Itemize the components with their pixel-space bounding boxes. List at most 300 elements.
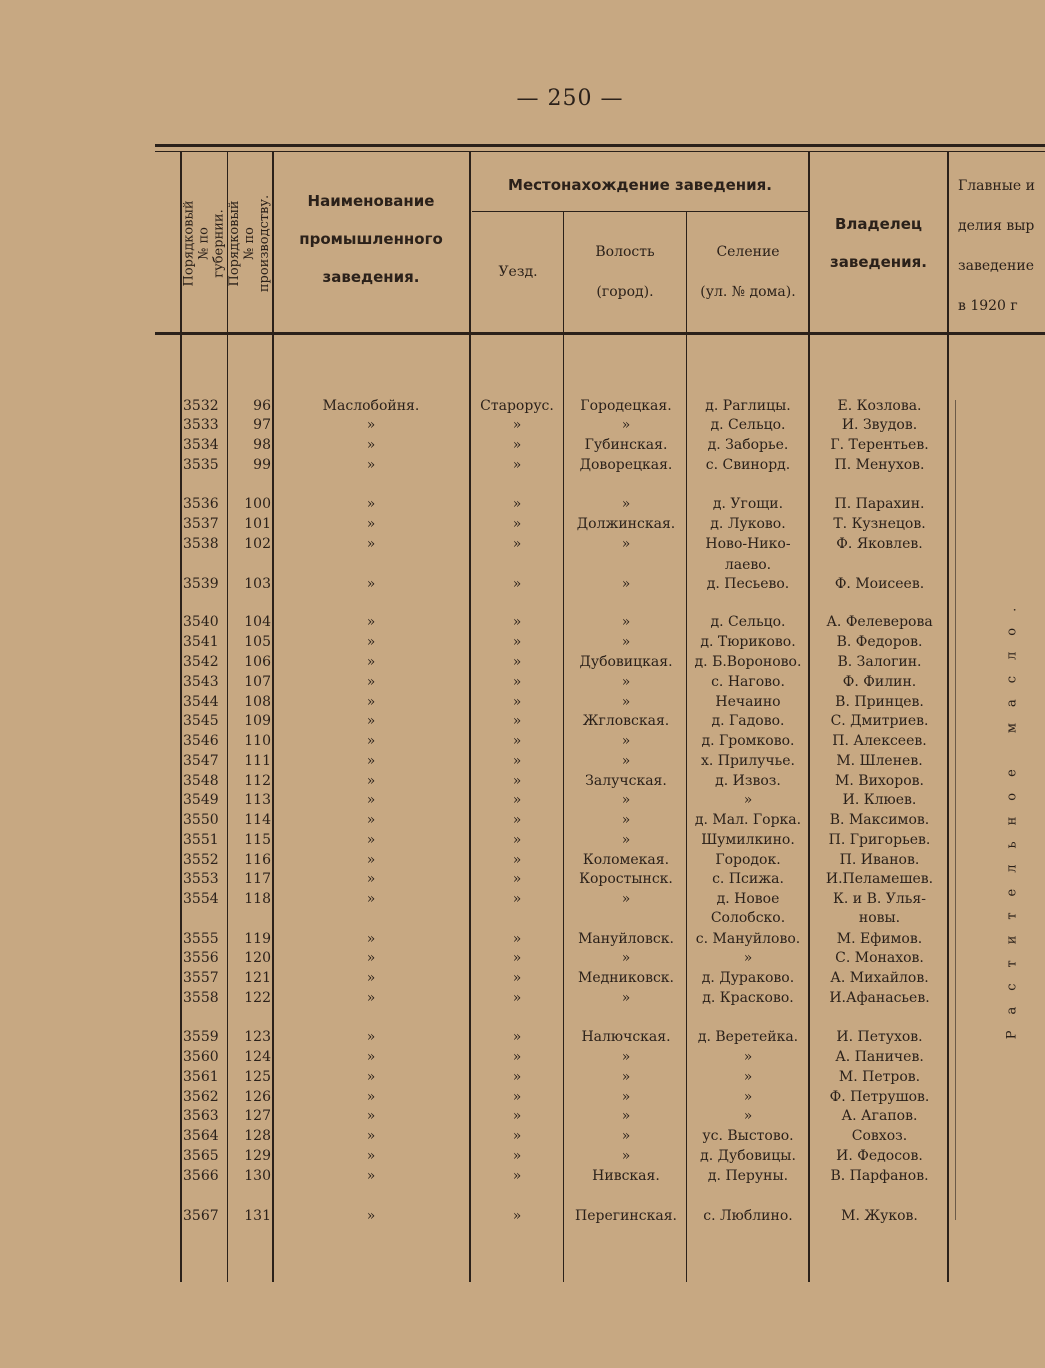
- row-number-production: 109: [244, 713, 271, 729]
- establishment-name: »: [366, 773, 376, 789]
- uezd-cell: »: [512, 891, 522, 907]
- establishment-name: »: [366, 634, 376, 650]
- row-number-production: 122: [244, 990, 271, 1006]
- owner-continuation: новы.: [858, 910, 901, 926]
- uezd-cell: »: [512, 417, 522, 433]
- establishment-name: »: [366, 950, 376, 966]
- row-number-gubernia: 3551: [183, 832, 219, 848]
- owner-cell: Ф. Моисеев.: [834, 576, 925, 592]
- selenie-cell: с. Псижа.: [712, 871, 784, 887]
- row-number-gubernia: 3557: [183, 970, 219, 986]
- establishment-name: »: [366, 654, 376, 670]
- table-row: [0, 810, 1045, 830]
- header-num-production: Порядковый № по производству.: [227, 194, 273, 292]
- volost-cell: Городецкая.: [580, 398, 672, 414]
- establishment-name: Маслобойня.: [322, 398, 420, 414]
- row-number-gubernia: 3538: [183, 536, 219, 552]
- owner-cell: Ф. Филин.: [842, 674, 917, 690]
- owner-cell: Ф. Петрушов.: [829, 1089, 930, 1105]
- establishment-name: »: [366, 970, 376, 986]
- uezd-cell: »: [512, 614, 522, 630]
- header-establishment-name: Наименование промышленного заведения.: [299, 192, 443, 286]
- table-row: [0, 1206, 1045, 1226]
- uezd-cell: »: [512, 990, 522, 1006]
- owner-cell: Е. Козлова.: [837, 398, 922, 414]
- selenie-cell: »: [743, 1089, 753, 1105]
- selenie-continuation: лаево.: [724, 557, 772, 573]
- row-number-production: 103: [244, 576, 271, 592]
- row-number-gubernia: 3545: [183, 713, 219, 729]
- row-number-gubernia: 3566: [183, 1168, 219, 1184]
- row-number-production: 104: [244, 614, 271, 630]
- selenie-cell: Ново-Нико-: [705, 536, 791, 552]
- table-row: [0, 948, 1045, 968]
- owner-cell: И. Федосов.: [836, 1148, 923, 1164]
- header-num-gubernia: Порядковый № по губернии.: [181, 200, 227, 286]
- table-row: [0, 1067, 1045, 1087]
- uezd-cell: »: [512, 1128, 522, 1144]
- table-row: [0, 968, 1045, 988]
- owner-cell: И. Петухов.: [836, 1029, 923, 1045]
- volost-cell: »: [621, 1089, 631, 1105]
- owner-cell: П. Менухов.: [834, 457, 925, 473]
- establishment-name: »: [366, 852, 376, 868]
- selenie-cell: »: [743, 1108, 753, 1124]
- selenie-cell: д. Песьево.: [706, 576, 790, 592]
- table-row: [0, 455, 1045, 475]
- establishment-name: »: [366, 871, 376, 887]
- row-number-production: 128: [244, 1128, 271, 1144]
- table-row: [0, 415, 1045, 435]
- uezd-cell: »: [512, 812, 522, 828]
- row-number-gubernia: 3539: [183, 576, 219, 592]
- row-number-gubernia: 3549: [183, 792, 219, 808]
- owner-cell: И.Пеламешев.: [825, 871, 934, 887]
- row-number-production: 108: [244, 694, 271, 710]
- top-rule-thin: [155, 151, 1045, 152]
- selenie-cell: »: [743, 792, 753, 808]
- header-selenie: Селение (ул. № дома).: [700, 244, 796, 300]
- row-number-production: 99: [253, 457, 271, 473]
- volost-cell: »: [621, 1128, 631, 1144]
- row-number-gubernia: 3533: [183, 417, 219, 433]
- selenie-cell: д. Сельцо.: [710, 614, 786, 630]
- table-row: [0, 1166, 1045, 1186]
- row-number-production: 118: [244, 891, 271, 907]
- establishment-name: »: [366, 832, 376, 848]
- owner-cell: М. Жуков.: [841, 1208, 918, 1224]
- volost-cell: »: [621, 990, 631, 1006]
- row-number-gubernia: 3552: [183, 852, 219, 868]
- row-number-gubernia: 3534: [183, 437, 219, 453]
- row-number-production: 130: [244, 1168, 271, 1184]
- selenie-cell: »: [743, 950, 753, 966]
- row-number-production: 115: [244, 832, 271, 848]
- header-owner: Владелец заведения.: [830, 215, 927, 271]
- location-subheader-rule: [472, 211, 808, 212]
- owner-cell: Ф. Яковлев.: [836, 536, 923, 552]
- table-row: [0, 1146, 1045, 1166]
- volost-cell: Залучская.: [585, 773, 667, 789]
- establishment-name: »: [366, 1148, 376, 1164]
- owner-cell: П. Алексеев.: [832, 733, 927, 749]
- establishment-name: »: [366, 1089, 376, 1105]
- row-number-production: 123: [244, 1029, 271, 1045]
- row-number-gubernia: 3560: [183, 1049, 219, 1065]
- uezd-cell: »: [512, 1069, 522, 1085]
- row-number-production: 102: [244, 536, 271, 552]
- establishment-name: »: [366, 990, 376, 1006]
- owner-cell: П. Григорьев.: [828, 832, 931, 848]
- volost-cell: »: [621, 674, 631, 690]
- table-row: [0, 1126, 1045, 1146]
- row-number-gubernia: 3546: [183, 733, 219, 749]
- uezd-cell: »: [512, 654, 522, 670]
- row-number-gubernia: 3558: [183, 990, 219, 1006]
- establishment-name: »: [366, 536, 376, 552]
- uezd-cell: »: [512, 1148, 522, 1164]
- volost-cell: Коломекая.: [582, 852, 670, 868]
- row-number-production: 114: [244, 812, 271, 828]
- row-number-gubernia: 3540: [183, 614, 219, 630]
- uezd-cell: »: [512, 713, 522, 729]
- selenie-cell: д. Заборье.: [707, 437, 789, 453]
- table-row: [0, 574, 1045, 594]
- owner-cell: В. Залогин.: [837, 654, 922, 670]
- selenie-cell: Нечаино: [715, 694, 781, 710]
- volost-cell: »: [621, 536, 631, 552]
- volost-cell: »: [621, 634, 631, 650]
- owner-cell: А. Агапов.: [841, 1108, 918, 1124]
- table-row: [0, 494, 1045, 514]
- establishment-name: »: [366, 1029, 376, 1045]
- establishment-name: »: [366, 931, 376, 947]
- row-number-production: 127: [244, 1108, 271, 1124]
- table-row: [0, 652, 1045, 672]
- row-number-gubernia: 3567: [183, 1208, 219, 1224]
- row-number-production: 101: [244, 516, 271, 532]
- selenie-cell: д. Извоз.: [715, 773, 781, 789]
- uezd-cell: »: [512, 1089, 522, 1105]
- header-volost: Волость (город).: [595, 244, 655, 300]
- establishment-name: »: [366, 457, 376, 473]
- volost-cell: »: [621, 753, 631, 769]
- establishment-name: »: [366, 576, 376, 592]
- uezd-cell: »: [512, 1168, 522, 1184]
- row-number-production: 112: [244, 773, 271, 789]
- uezd-cell: »: [512, 852, 522, 868]
- volost-cell: »: [621, 1069, 631, 1085]
- selenie-cell: с. Мануйлово.: [695, 931, 801, 947]
- volost-cell: Губинская.: [584, 437, 668, 453]
- selenie-cell: д. Угощи.: [712, 496, 784, 512]
- row-number-production: 98: [253, 437, 271, 453]
- volost-cell: Должинская.: [576, 516, 676, 532]
- row-number-gubernia: 3556: [183, 950, 219, 966]
- volost-cell: »: [621, 812, 631, 828]
- selenie-cell: д. Красково.: [702, 990, 794, 1006]
- top-rule: [155, 144, 1045, 147]
- volost-cell: Жгловская.: [582, 713, 670, 729]
- establishment-name: »: [366, 792, 376, 808]
- row-number-production: 107: [244, 674, 271, 690]
- uezd-cell: »: [512, 1029, 522, 1045]
- establishment-name: »: [366, 694, 376, 710]
- uezd-cell: »: [512, 1049, 522, 1065]
- volost-cell: Доворецкая.: [579, 457, 673, 473]
- establishment-name: »: [366, 417, 376, 433]
- bracket-line: [955, 400, 956, 1220]
- row-number-production: 117: [244, 871, 271, 887]
- table-row: [0, 790, 1045, 810]
- row-number-production: 126: [244, 1089, 271, 1105]
- uezd-cell: »: [512, 931, 522, 947]
- row-number-production: 113: [244, 792, 271, 808]
- volost-cell: »: [621, 733, 631, 749]
- row-number-production: 120: [244, 950, 271, 966]
- row-number-gubernia: 3532: [183, 398, 219, 414]
- row-number-gubernia: 3554: [183, 891, 219, 907]
- owner-cell: И.Афанасьев.: [829, 990, 930, 1006]
- volost-cell: »: [621, 694, 631, 710]
- establishment-name: »: [366, 496, 376, 512]
- establishment-name: »: [366, 1069, 376, 1085]
- selenie-cell: д. Громково.: [701, 733, 795, 749]
- owner-cell: И. Клюев.: [842, 792, 917, 808]
- owner-cell: П. Парахин.: [834, 496, 925, 512]
- owner-cell: М. Вихоров.: [835, 773, 924, 789]
- selenie-cell: ус. Выстово.: [702, 1128, 794, 1144]
- row-number-production: 129: [244, 1148, 271, 1164]
- table-row: [0, 672, 1045, 692]
- establishment-name: »: [366, 812, 376, 828]
- header-main-products: Главные и делия выр заведение в 1920 г: [958, 178, 1035, 314]
- volost-cell: »: [621, 417, 631, 433]
- selenie-cell: д. Гадово.: [711, 713, 785, 729]
- owner-cell: И. Звудов.: [841, 417, 918, 433]
- header-bottom-rule: [155, 332, 1045, 335]
- owner-cell: М. Ефимов.: [836, 931, 923, 947]
- header-location: Местонахождение заведения.: [508, 176, 772, 194]
- row-number-production: 96: [253, 398, 271, 414]
- uezd-cell: »: [512, 1108, 522, 1124]
- row-number-gubernia: 3559: [183, 1029, 219, 1045]
- uezd-cell: »: [512, 457, 522, 473]
- selenie-cell: д. Дураково.: [701, 970, 795, 986]
- owner-cell: Совхоз.: [851, 1128, 908, 1144]
- owner-cell: П. Иванов.: [839, 852, 920, 868]
- row-number-gubernia: 3547: [183, 753, 219, 769]
- owner-cell: С. Дмитриев.: [830, 713, 929, 729]
- table-row: [0, 929, 1045, 949]
- row-number-gubernia: 3536: [183, 496, 219, 512]
- owner-cell: С. Монахов.: [835, 950, 924, 966]
- table-row: [0, 1027, 1045, 1047]
- uezd-cell: »: [512, 733, 522, 749]
- uezd-cell: Старорус.: [480, 398, 554, 414]
- selenie-cell: Городок.: [715, 852, 781, 868]
- row-number-gubernia: 3565: [183, 1148, 219, 1164]
- owner-cell: М. Шленев.: [836, 753, 923, 769]
- table-row: [0, 396, 1045, 416]
- table-row: [0, 435, 1045, 455]
- row-number-gubernia: 3550: [183, 812, 219, 828]
- volost-cell: »: [621, 832, 631, 848]
- selenie-continuation: Солобско.: [710, 910, 786, 926]
- establishment-name: »: [366, 891, 376, 907]
- page-number: — 250 —: [516, 86, 624, 111]
- table-row: [0, 830, 1045, 850]
- selenie-cell: »: [743, 1049, 753, 1065]
- row-number-production: 111: [244, 753, 271, 769]
- volost-cell: Медниковск.: [577, 970, 674, 986]
- row-number-production: 110: [244, 733, 271, 749]
- owner-cell: В. Принцев.: [835, 694, 924, 710]
- row-number-production: 116: [244, 852, 271, 868]
- uezd-cell: »: [512, 496, 522, 512]
- establishment-name: »: [366, 674, 376, 690]
- row-number-gubernia: 3563: [183, 1108, 219, 1124]
- owner-cell: В. Максимов.: [829, 812, 930, 828]
- establishment-name: »: [366, 713, 376, 729]
- row-number-production: 106: [244, 654, 271, 670]
- volost-cell: Нивская.: [592, 1168, 660, 1184]
- establishment-name: »: [366, 1168, 376, 1184]
- uezd-cell: »: [512, 536, 522, 552]
- row-number-production: 124: [244, 1049, 271, 1065]
- volost-cell: Дубовицкая.: [579, 654, 673, 670]
- selenie-cell: д. Дубовицы.: [700, 1148, 796, 1164]
- uezd-cell: »: [512, 832, 522, 848]
- volost-cell: »: [621, 950, 631, 966]
- selenie-cell: д. Мал. Горка.: [694, 812, 802, 828]
- table-row: [0, 1087, 1045, 1107]
- selenie-cell: с. Свинорд.: [705, 457, 791, 473]
- volost-cell: »: [621, 496, 631, 512]
- volost-cell: »: [621, 792, 631, 808]
- table-row: [0, 850, 1045, 870]
- volost-cell: »: [621, 1148, 631, 1164]
- establishment-name: »: [366, 614, 376, 630]
- establishment-name: »: [366, 733, 376, 749]
- selenie-cell: д. Перуны.: [707, 1168, 789, 1184]
- selenie-cell: д. Раглицы.: [705, 398, 791, 414]
- owner-cell: К. и В. Улья-: [833, 891, 926, 907]
- row-number-gubernia: 3537: [183, 516, 219, 532]
- owner-cell: Т. Кузнецов.: [833, 516, 926, 532]
- volost-cell: »: [621, 1049, 631, 1065]
- table-row: [0, 612, 1045, 632]
- uezd-cell: »: [512, 792, 522, 808]
- uezd-cell: »: [512, 674, 522, 690]
- row-number-gubernia: 3555: [183, 931, 219, 947]
- volost-cell: »: [621, 1108, 631, 1124]
- volost-cell: Мануйловск.: [578, 931, 674, 947]
- establishment-name: »: [366, 1208, 376, 1224]
- volost-cell: »: [621, 576, 631, 592]
- table-row: [0, 751, 1045, 771]
- owner-cell: В. Федоров.: [836, 634, 923, 650]
- table-row: [0, 889, 1045, 909]
- table-row: [0, 514, 1045, 534]
- uezd-cell: »: [512, 516, 522, 532]
- selenie-cell: Шумилкино.: [701, 832, 795, 848]
- table-row: [0, 711, 1045, 731]
- establishment-name: »: [366, 1128, 376, 1144]
- uezd-cell: »: [512, 1208, 522, 1224]
- selenie-cell: д. Новое: [716, 891, 780, 907]
- uezd-cell: »: [512, 773, 522, 789]
- row-number-gubernia: 3542: [183, 654, 219, 670]
- side-label: Растительное масло.: [1004, 591, 1020, 1039]
- establishment-name: »: [366, 1108, 376, 1124]
- volost-cell: »: [621, 891, 631, 907]
- row-number-production: 105: [244, 634, 271, 650]
- row-number-gubernia: 3561: [183, 1069, 219, 1085]
- table-row: [0, 632, 1045, 652]
- uezd-cell: »: [512, 437, 522, 453]
- volost-cell: Налючская.: [581, 1029, 671, 1045]
- table-row: [0, 534, 1045, 554]
- owner-cell: А. Паничев.: [835, 1049, 924, 1065]
- row-number-gubernia: 3544: [183, 694, 219, 710]
- selenie-cell: д. Луково.: [710, 516, 786, 532]
- row-number-gubernia: 3562: [183, 1089, 219, 1105]
- uezd-cell: »: [512, 634, 522, 650]
- uezd-cell: »: [512, 576, 522, 592]
- table-row: [0, 988, 1045, 1008]
- owner-cell: А. Михайлов.: [830, 970, 929, 986]
- row-number-production: 119: [244, 931, 271, 947]
- row-number-production: 100: [244, 496, 271, 512]
- row-number-production: 97: [253, 417, 271, 433]
- selenie-cell: »: [743, 1069, 753, 1085]
- selenie-cell: с. Люблино.: [703, 1208, 793, 1224]
- uezd-cell: »: [512, 871, 522, 887]
- establishment-name: »: [366, 437, 376, 453]
- establishment-name: »: [366, 1049, 376, 1065]
- volost-cell: Перегинская.: [575, 1208, 677, 1224]
- header-uezd: Уезд.: [498, 264, 538, 280]
- row-number-production: 131: [244, 1208, 271, 1224]
- establishment-name: »: [366, 516, 376, 532]
- row-number-production: 125: [244, 1069, 271, 1085]
- table-row: [0, 771, 1045, 791]
- volost-cell: »: [621, 614, 631, 630]
- row-number-gubernia: 3553: [183, 871, 219, 887]
- row-number-gubernia: 3541: [183, 634, 219, 650]
- table-row: [0, 869, 1045, 889]
- establishment-name: »: [366, 753, 376, 769]
- uezd-cell: »: [512, 753, 522, 769]
- uezd-cell: »: [512, 970, 522, 986]
- selenie-cell: д. Веретейка.: [697, 1029, 799, 1045]
- row-number-gubernia: 3548: [183, 773, 219, 789]
- selenie-cell: с. Нагово.: [711, 674, 785, 690]
- selenie-cell: д. Тюриково.: [700, 634, 796, 650]
- uezd-cell: »: [512, 694, 522, 710]
- table-row: [0, 731, 1045, 751]
- table-row: [0, 692, 1045, 712]
- selenie-cell: д. Сельцо.: [710, 417, 786, 433]
- selenie-cell: х. Прилучье.: [700, 753, 796, 769]
- uezd-cell: »: [512, 950, 522, 966]
- volost-cell: Коростынск.: [579, 871, 673, 887]
- owner-cell: М. Петров.: [838, 1069, 921, 1085]
- selenie-cell: д. Б.Вороново.: [694, 654, 802, 670]
- row-number-gubernia: 3543: [183, 674, 219, 690]
- owner-cell: Г. Терентьев.: [830, 437, 929, 453]
